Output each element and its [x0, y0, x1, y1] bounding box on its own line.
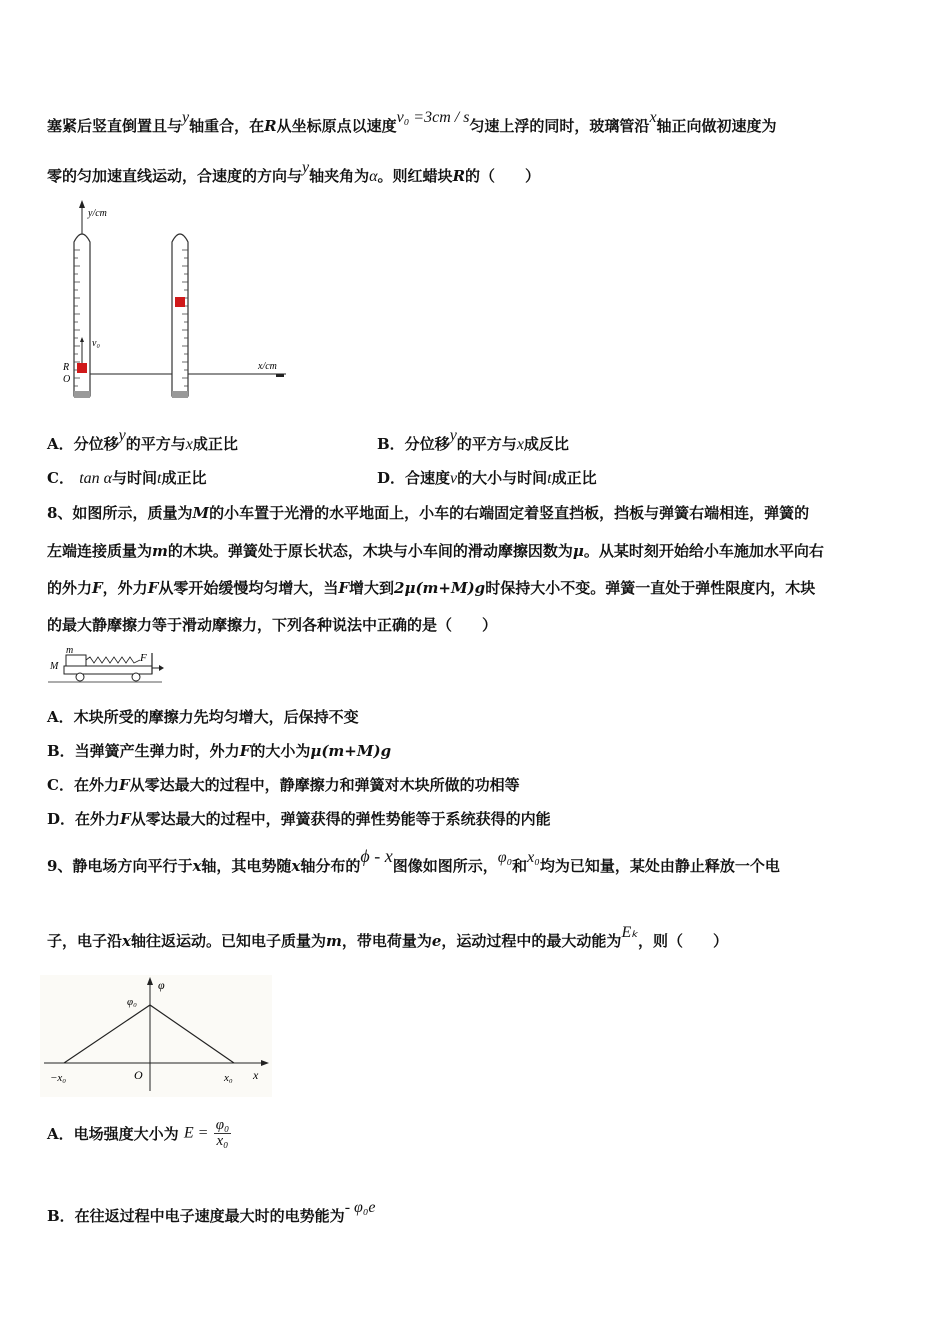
var-y: y — [182, 109, 190, 126]
r-label: R — [63, 362, 70, 373]
x-axis-label: x — [253, 1068, 259, 1082]
q7-option-b: B．分位移y的平方与x成反比 — [377, 427, 569, 453]
q9-potential-graph — [40, 975, 272, 1097]
red-wax-block — [77, 363, 87, 373]
q7-tube-figure — [58, 200, 298, 405]
q7-line1: 塞紧后竖直倒置且与y轴重合，在R从坐标原点以速度v₀ =3cm / s匀速上浮的同时，玻璃管沿x轴正向做初速度为 — [47, 109, 777, 135]
force-label: F — [140, 652, 147, 664]
phi-axis-label: φ — [158, 978, 165, 992]
q8-option-d: D．在外力F从零达最大的过程中，弹簧获得的弹性势能等于系统获得的内能 — [47, 810, 551, 828]
q8-option-b: B．当弹簧产生弹力时，外力F的大小为μ(m+M)g — [47, 742, 392, 760]
x-axis-label: x/cm — [258, 361, 277, 372]
q9-line2: 子，电子沿x轴往返运动。已知电子质量为m，带电荷量为e，运动过程中的最大动能为Eₖ，则（ ） — [47, 924, 729, 950]
q8-cart-figure — [46, 645, 166, 685]
q9-option-a: A．电场强度大小为 E = $\frac{\text{φ₀}}{\text{x₀}}$ — [47, 1117, 230, 1149]
q7-option-d: D．合速度v的大小与时间t成正比 — [377, 469, 597, 487]
mass-block-label: m — [66, 645, 74, 656]
velocity-expr: v₀ =3cm / s — [396, 109, 470, 126]
red-wax-block-moved — [175, 297, 185, 307]
origin-label: O — [134, 1068, 143, 1082]
q8-option-c: C．在外力F从零达最大的过程中，静摩擦力和弹簧对木块所做的功相等 — [47, 776, 520, 794]
q8-line3: 的外力F，外力F从零开始缓慢均匀增大，当F增大到2μ(m+M)g时保持大小不变。弹簧一直处于弹性限度内，木块 — [47, 579, 816, 597]
q8-line1: 8、如图所示，质量为M的小车置于光滑的水平地面上，小车的右端固定着竖直挡板，挡板与弹簧右端相连，弹簧的 — [47, 504, 810, 522]
field-fraction: $\frac{\text{φ₀}}{\text{x₀}}$ — [215, 1117, 230, 1149]
q7-line2: 零的匀加速直线运动，合速度的方向与y轴夹角为α。则红蜡块R的（ ） — [47, 159, 541, 185]
q8-line2: 左端连接质量为m的木块。弹簧处于原长状态，木块与小车间的滑动摩擦因数为μ。从某时刻开始给小车施加水平向右 — [47, 542, 824, 560]
phi0-tick-label: φ₀ — [127, 996, 137, 1008]
origin-label: O — [63, 374, 71, 385]
ek-expr: Eₖ — [621, 924, 639, 941]
q9-option-b: B．在往返过程中电子速度最大时的电势能为- φ₀e — [47, 1199, 376, 1225]
y-axis-label: y/cm — [88, 208, 107, 219]
mass-cart-label: M — [50, 661, 59, 672]
v0-label: v₀ — [92, 338, 100, 349]
tube-right — [172, 234, 188, 398]
phi-x-expr: ϕ - x — [360, 846, 393, 866]
q9-line1: 9、静电场方向平行于x轴，其电势随x轴分布的ϕ - x图像如图所示，φ₀和x₀均为已知量，某处由静止释放一个电 — [47, 846, 780, 875]
neg-x0-tick-label: −x₀ — [50, 1072, 67, 1084]
q8-line4: 的最大静摩擦力等于滑动摩擦力，下列各种说法中正确的是（ ） — [47, 616, 498, 634]
q8-option-a: A．木块所受的摩擦力先均匀增大，后保持不变 — [47, 708, 359, 726]
q7-option-a: A．分位移y的平方与x成正比 — [47, 427, 238, 453]
q7-option-c: C． tan α与时间t成正比 — [47, 469, 207, 487]
x0-tick-label: x₀ — [224, 1072, 233, 1084]
tube-left — [74, 234, 90, 398]
